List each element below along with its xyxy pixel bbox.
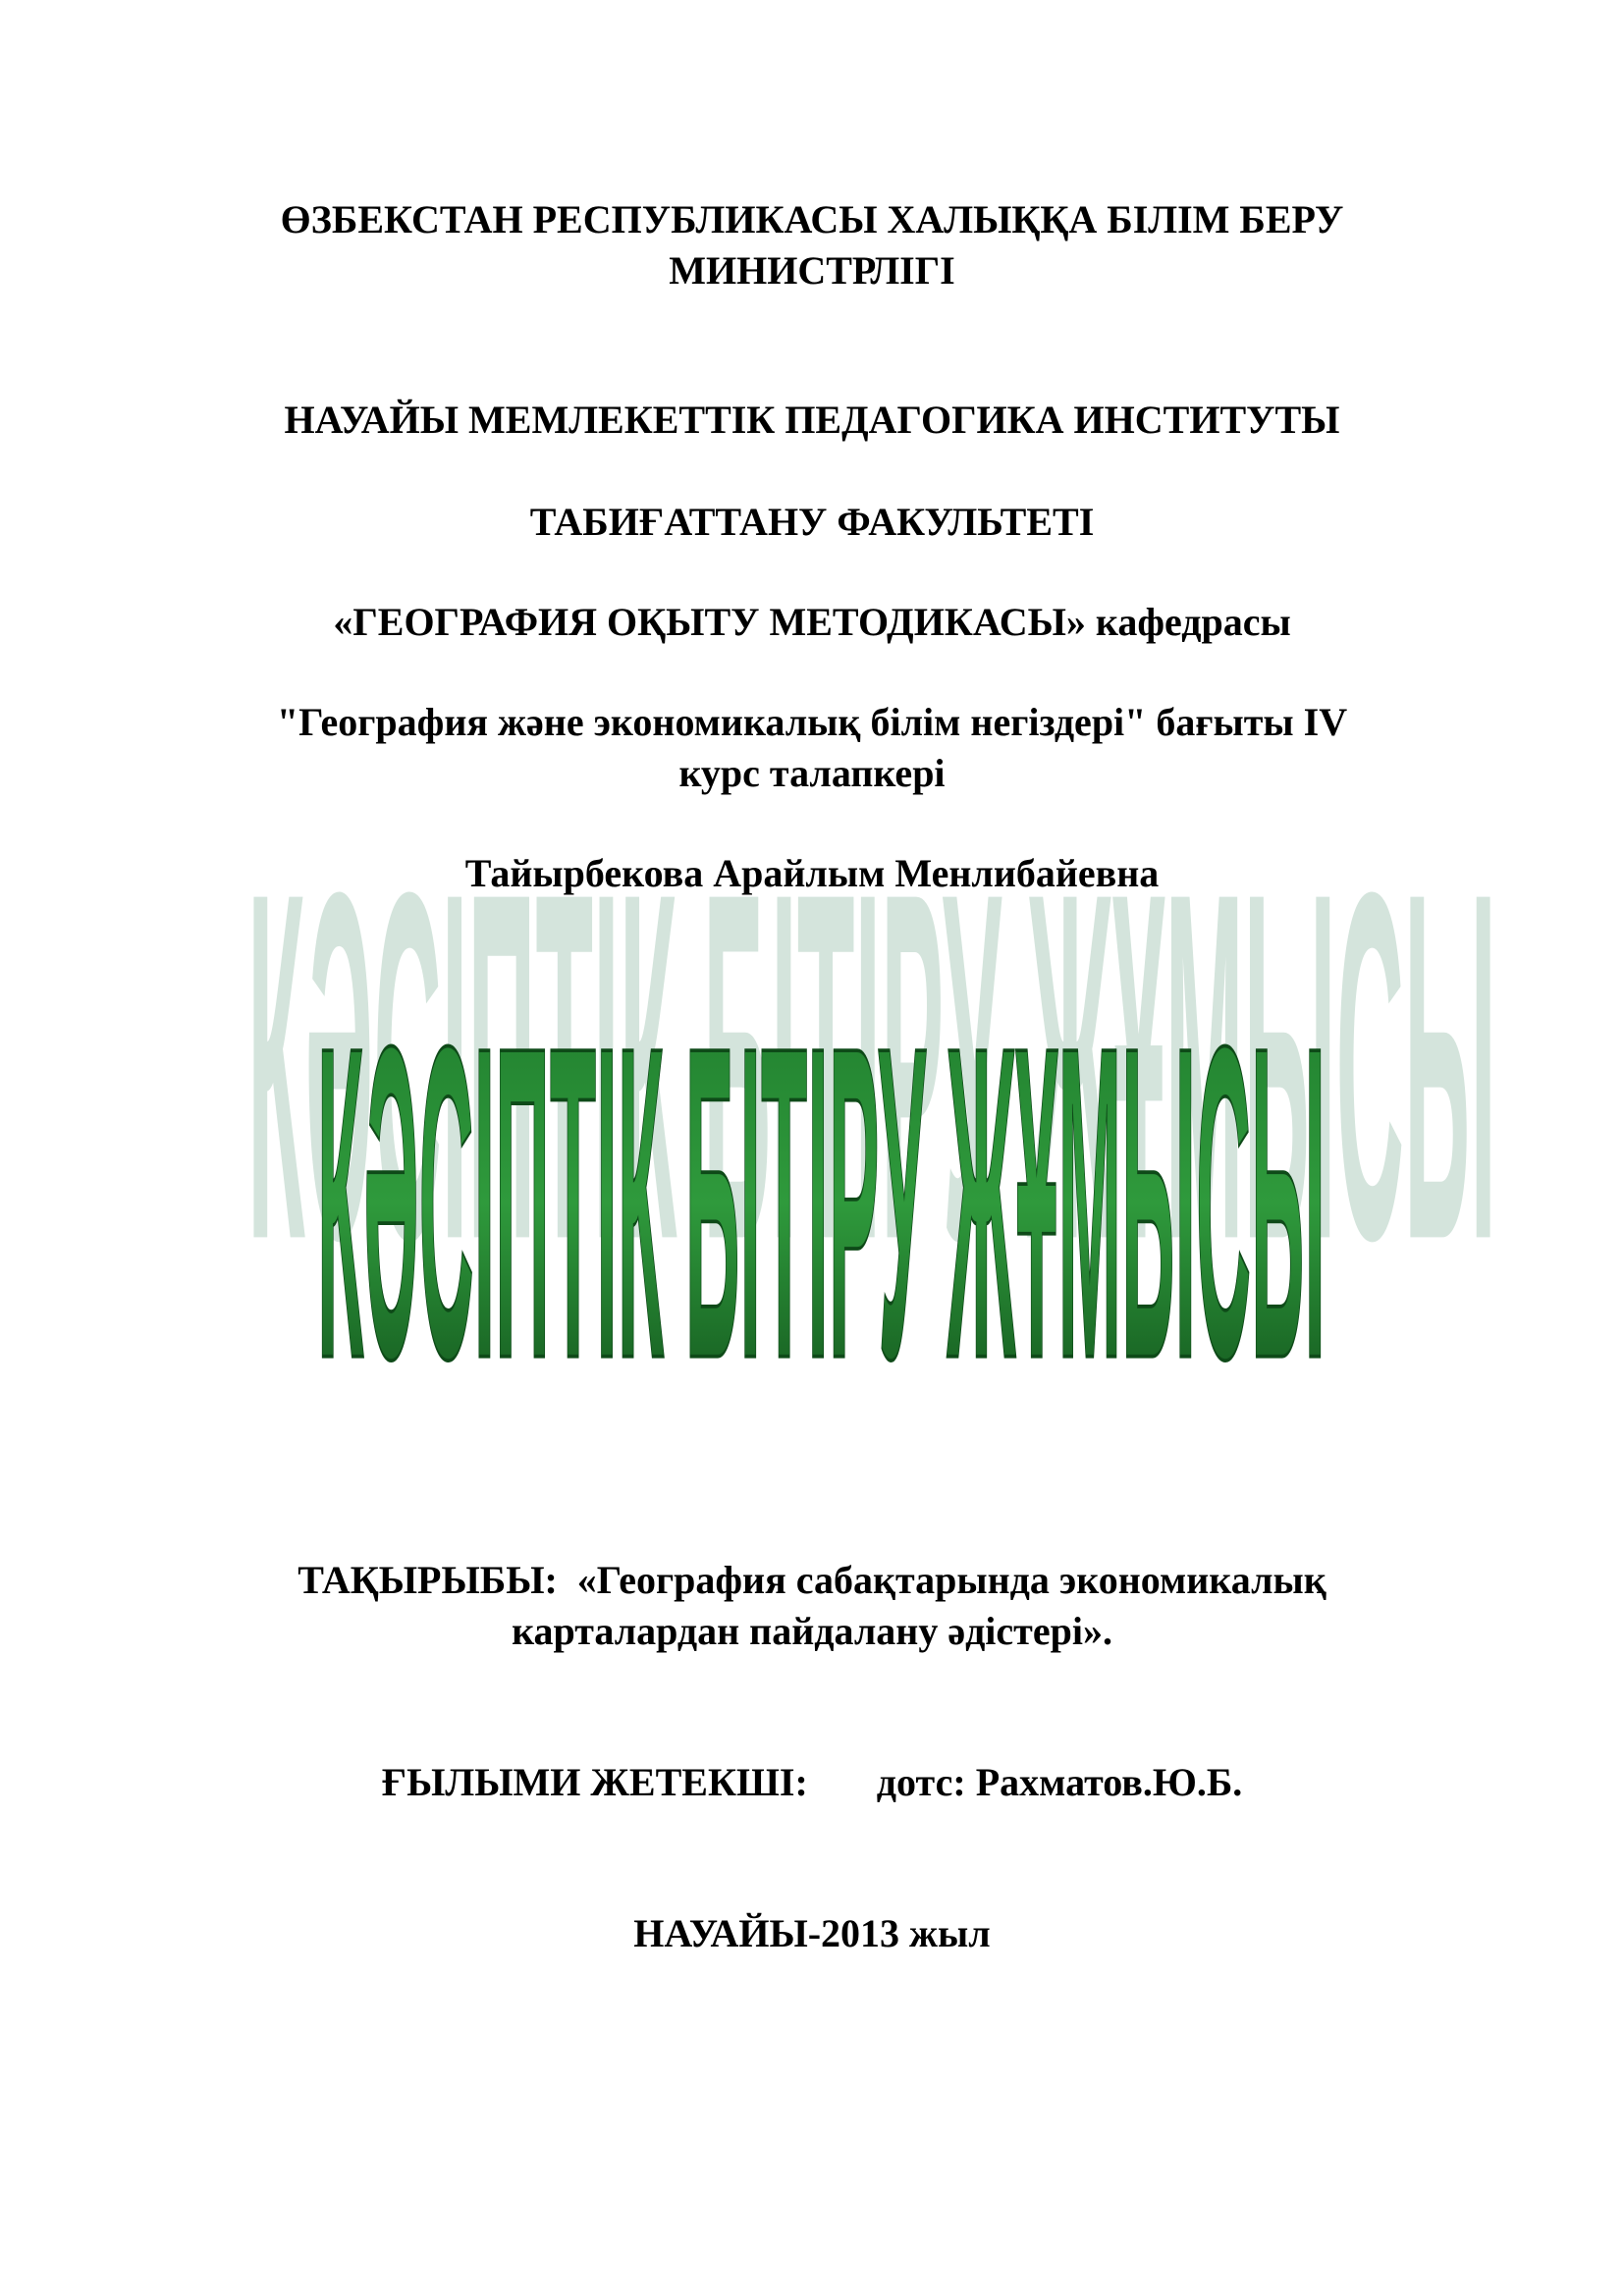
place-year: НАУАЙЫ-2013 жыл: [633, 1911, 991, 1955]
topic-label: ТАҚЫРЫБЫ:: [298, 1558, 558, 1602]
supervisor-label: ҒЫЛЫМИ ЖЕТЕКШІ:: [381, 1760, 808, 1804]
supervisor-name: дотс: Рахматов.Ю.Б.: [876, 1760, 1243, 1804]
direction-line-2: курс талапкері: [678, 751, 946, 795]
institute-name: НАУАЙЫ МЕМЛЕКЕТТІК ПЕДАГОГИКА ИНСТИТУТЫ: [284, 398, 1340, 442]
topic-line-1: [0, 1555, 1624, 1606]
faculty-name: ТАБИҒАТТАНУ ФАКУЛЬТЕТІ: [529, 500, 1095, 544]
direction-line-1: "География және экономикалық білім негіздері" бағыты IV: [276, 700, 1348, 744]
title-wordart-main: КӘСІПТІК БІТІРУ ЖҰМЫСЫ: [317, 954, 1326, 1452]
supervisor-line: [0, 1757, 1624, 1808]
student-name: Тайырбекова Арайлым Менлибайевна: [464, 851, 1160, 895]
topic-title-part-1: «География сабақтарында экономикалық: [576, 1558, 1326, 1602]
ministry-line-2: МИНИСТРЛІГІ: [669, 248, 955, 293]
department-name: «ГЕОГРАФИЯ ОҚЫТУ МЕТОДИКАСЫ» кафедрасы: [333, 600, 1291, 644]
title-wordart-shadow: КӘСІПТІК БІТІРУ ЖҰМЫСЫ: [247, 788, 1496, 1343]
topic-title-part-2: карталардан пайдалану әдістері».: [512, 1609, 1112, 1653]
ministry-line-1: ӨЗБЕКСТАН РЕСПУБЛИКАСЫ ХАЛЫҚҚА БІЛІМ БЕРУ: [280, 197, 1344, 241]
